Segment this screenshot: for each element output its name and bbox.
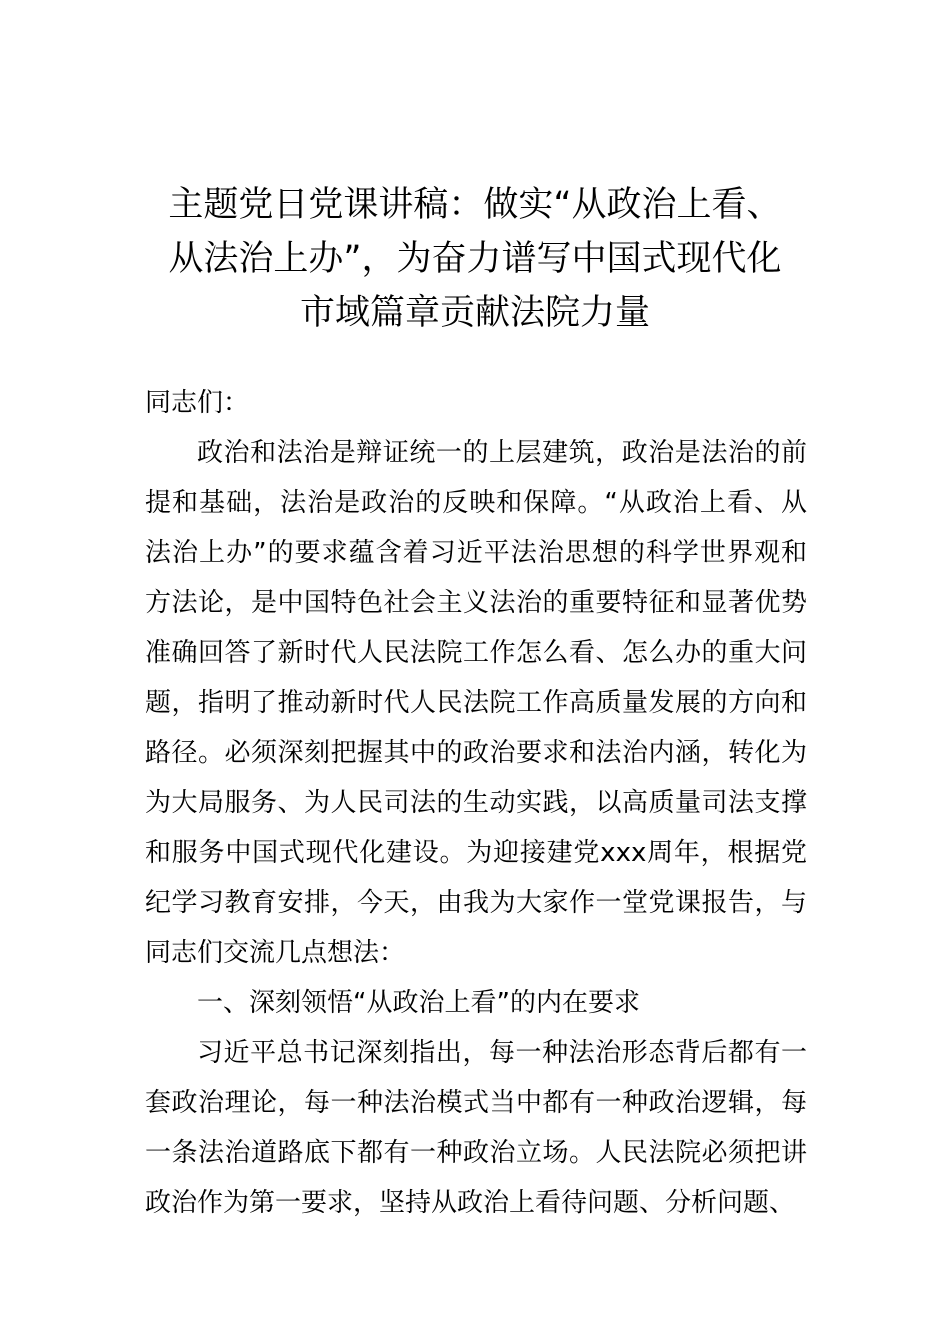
body-paragraph: 政治和法治是辩证统一的上层建筑，政治是法治的前提和基础，法治是政治的反映和保障。“从政治上看、从法治上办”的要求蕴含着习近平法治思想的科学世界观和方法论，是中国特色社会主义法治的重要特征和显著优势准确回答了新时代人民法院工作怎么看、怎么办的重大问题，指明了推动新时代人民法院工作高质量发展的方向和路径。必须深刻把握其中的政治要求和法治内涵，转化为为大局服务、为人民司法的生动实践，以高质量司法支撑和服务中国式现代化建设。为迎接建党xxx周年，根据党纪学习教育安排，今天，由我为大家作一堂党课报告，与同志们交流几点想法： [145, 438, 807, 968]
body-paragraph: 习近平总书记深刻指出，每一种法治形态背后都有一套政治理论，每一种法治模式当中都有一种政治逻辑，每一条法治道路底下都有一种政治立场。人民法院必须把讲政治作为第一要求，坚持从政治上看待问题、分析问题、 [145, 1038, 807, 1218]
section-heading: 一、深刻领悟“从政治上看”的内在要求 [197, 988, 640, 1018]
document-body [145, 378, 807, 1228]
title-line: 从法治上办”，为奋力谱写中国式现代化 [168, 239, 782, 279]
title-line: 市域篇章贡献法院力量 [299, 293, 650, 333]
title-line: 主题党日党课讲稿：做实“从政治上看、 [168, 185, 782, 225]
salutation: 同志们： [145, 388, 250, 418]
document-title [140, 178, 810, 340]
